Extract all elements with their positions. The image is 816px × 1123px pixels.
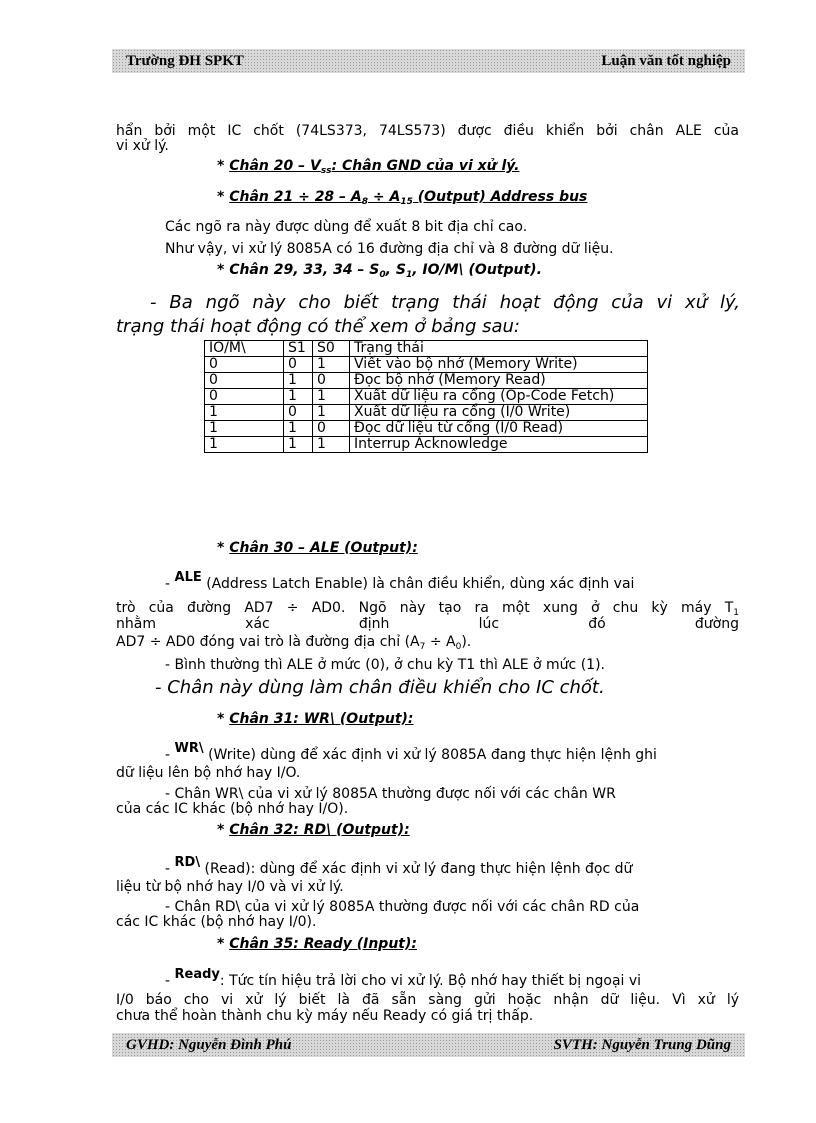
table-cell: 0 <box>284 405 313 421</box>
pin35-line-2: I/0 báo cho vi xử lý biết là đã sẵn sàng gửi hoặc nhận dữ liệu. Vì xử lý <box>116 992 739 1008</box>
pin35-line-3: chưa thể hoàn thành chu kỳ máy nếu Ready có giá trị thấp. <box>116 1008 534 1024</box>
table-cell: Viết vào bộ nhớ (Memory Write) <box>350 357 648 373</box>
table-cell: Xuất dữ liệu ra cổng (Op-Code Fetch) <box>350 389 648 405</box>
pin30-line-6: - Chân này dùng làm chân điều khiển cho IC chốt. <box>155 677 605 698</box>
pin30-line-1: - ALE (Address Latch Enable) là chân điều khiển, dùng xác định vai <box>165 570 635 592</box>
table-cell: Đọc bộ nhớ (Memory Read) <box>350 373 648 389</box>
pin32-line-4: các IC khác (bộ nhớ hay I/0). <box>116 914 317 930</box>
addr-line-2: Như vậy, vi xử lý 8085A có 16 đường địa chỉ và 8 đường dữ liệu. <box>165 241 614 257</box>
pin31-line-3: - Chân WR\ của vi xử lý 8085A thường được nối với các chân WR <box>165 786 616 802</box>
pin35-heading: * Chân 35: Ready (Input): <box>217 936 417 952</box>
table-cell: 1 <box>284 437 313 453</box>
pin21-heading: * Chân $21 \div 28 - A_8 \div A_{15}$ (Output) Address bus <box>217 189 588 207</box>
table-cell: 0 <box>205 389 284 405</box>
table-header-cell: IO/M\ <box>205 341 284 357</box>
table-cell: 0 <box>284 357 313 373</box>
pin32-heading: * Chân 32: RD\ (Output): <box>217 822 410 838</box>
wr-label: WR\ <box>174 741 204 756</box>
pin31-line-1: - WR\ (Write) dùng để xác định vi xử lý 8085A đang thực hiện lệnh ghi <box>165 741 657 763</box>
table-cell: Đọc dữ liệu từ cổng (I/0 Read) <box>350 421 648 437</box>
pin31-heading: * Chân 31: WR\ (Output): <box>217 711 414 727</box>
pin32-line-1: - RD\ (Read): dùng để xác định vi xử lý đang thực hiện lệnh đọc dữ <box>165 855 633 877</box>
table-cell: 1 <box>205 437 284 453</box>
table-row <box>205 421 648 437</box>
pin31-line-4: của các IC khác (bộ nhớ hay I/O). <box>116 801 349 817</box>
table-cell: 1 <box>284 421 313 437</box>
table-cell: 1 <box>284 373 313 389</box>
status-intro-line-2: trạng thái hoạt động có thể xem ở bảng sau: <box>116 316 520 337</box>
pin29-heading: * Chân 29, 33, $34 - S_0$, $S_1$, IO/M\ (Output). <box>217 262 542 280</box>
pin31-line-2: dữ liệu lên bộ nhớ hay I/O. <box>116 765 301 781</box>
table-cell: 0 <box>313 373 350 389</box>
table-header-row <box>205 341 648 357</box>
table-cell: 1 <box>205 421 284 437</box>
pin32-line-2: liệu từ bộ nhớ hay I/0 và vi xử lý. <box>116 879 344 895</box>
table-row <box>205 357 648 373</box>
addr-line-1: Các ngõ ra này được dùng để xuất 8 bit địa chỉ cao. <box>165 219 528 235</box>
intro-line-1: hẩn bởi một IC chốt (74LS373, 74LS573) được điều khiển bởi chân ALE của <box>116 123 739 139</box>
table-cell: 1 <box>313 357 350 373</box>
pin35-line-1: - Ready: Tức tín hiệu trả lời cho vi xử lý. Bộ nhớ hay thiết bị ngoại vi <box>165 967 642 989</box>
intro-line-2: vi xử lý. <box>116 138 169 154</box>
header-doc-type: Luận văn tốt nghiệp <box>601 52 731 69</box>
table-row <box>205 405 648 421</box>
pin30-heading: * Chân 30 – ALE (Output): <box>217 540 418 556</box>
table-cell: 1 <box>284 389 313 405</box>
footer-advisor: GVHD: Nguyễn Đình Phú <box>126 1036 292 1053</box>
table-cell: 1 <box>313 405 350 421</box>
pin30-line-3: nhằm xác định lúc đó đường <box>116 616 739 632</box>
table-cell: 0 <box>205 357 284 373</box>
footer-student: SVTH: Nguyễn Trung Dũng <box>553 1036 731 1053</box>
pin30-line-2: trò của đường AD7 ÷ AD0. Ngõ này tạo ra một xung ở chu kỳ máy $T_1$ <box>116 600 739 618</box>
table-header-cell: S0 <box>313 341 350 357</box>
page-footer <box>112 1033 745 1057</box>
table-cell: 1 <box>313 437 350 453</box>
table-cell: Xuất dữ liệu ra cổng (I/0 Write) <box>350 405 648 421</box>
rd-label: RD\ <box>174 855 201 870</box>
table-cell: 0 <box>313 421 350 437</box>
table-header-cell: Trạng thái <box>350 341 648 357</box>
pin32-line-3: - Chân RD\ của vi xử lý 8085A thường được nối với các chân RD của <box>165 899 640 915</box>
pin30-line-4: AD7 ÷ AD0 đóng vai trò là đường địa chỉ $(A_7 \div A_0)$. <box>116 634 472 652</box>
table-cell: 1 <box>313 389 350 405</box>
status-table <box>204 340 648 453</box>
status-intro-line-1: - Ba ngõ này cho biết trạng thái hoạt động của vi xử lý, <box>150 292 740 313</box>
table-cell: 1 <box>205 405 284 421</box>
table-header-cell: S1 <box>284 341 313 357</box>
table-cell: 0 <box>205 373 284 389</box>
table-row <box>205 373 648 389</box>
pin30-line-5: - Bình thường thì ALE ở mức (0), ở chu kỳ T1 thì ALE ở mức (1). <box>165 657 605 673</box>
table-row <box>205 389 648 405</box>
page-header <box>112 49 745 73</box>
ready-label: Ready <box>174 967 220 982</box>
pin20-heading: * Chân $20 - V_{ss}$: Chân GND của vi xử lý. <box>217 158 520 176</box>
header-school: Trường ĐH SPKT <box>126 52 244 69</box>
table-row <box>205 437 648 453</box>
ale-label: ALE <box>174 570 202 585</box>
table-cell: Interrup Acknowledge <box>350 437 648 453</box>
